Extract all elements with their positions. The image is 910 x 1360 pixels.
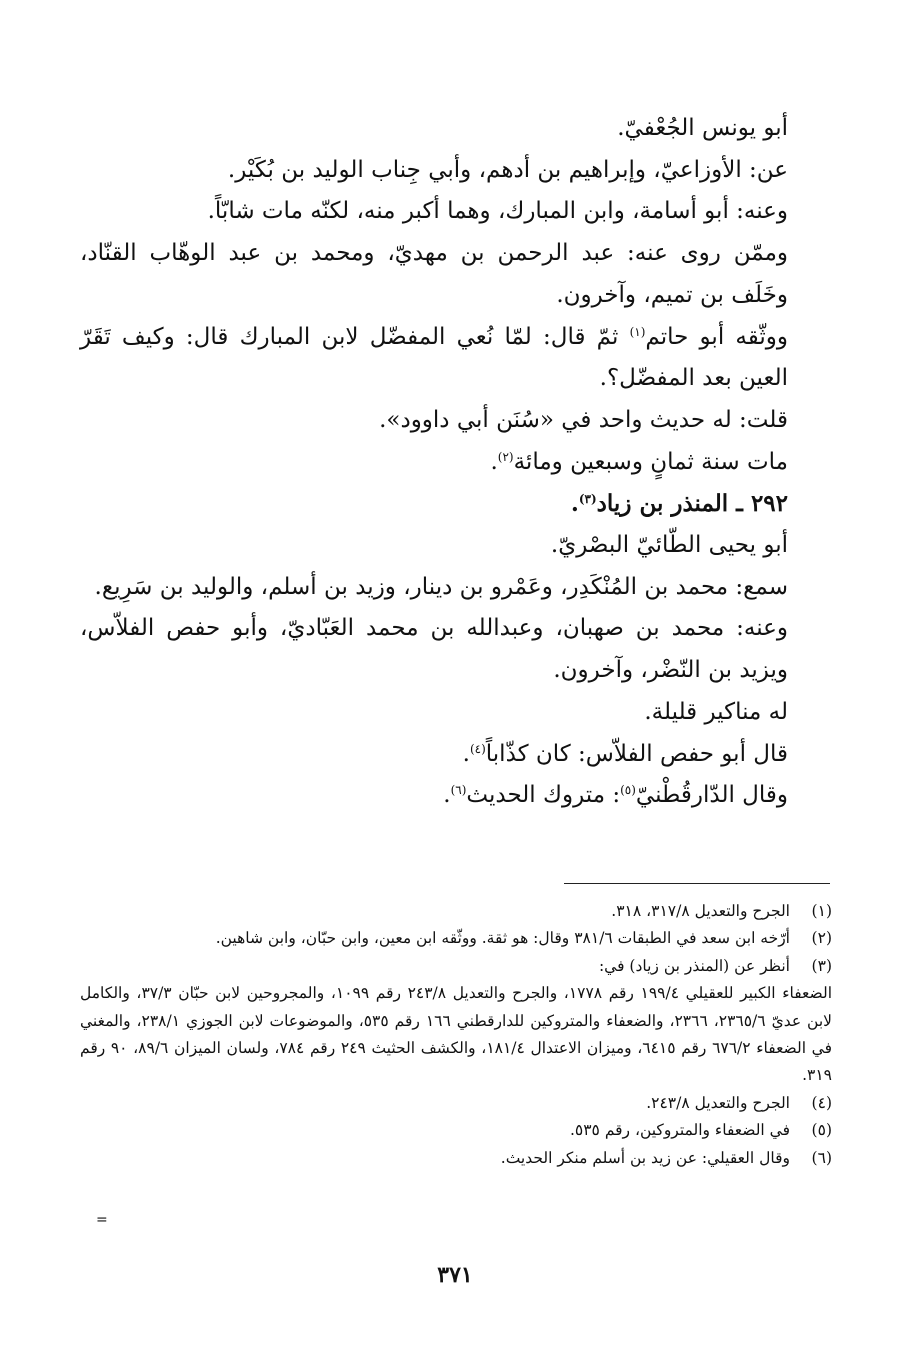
continuation-mark: = <box>96 1212 108 1228</box>
text-segment: قال أبو حفص الفلاّس: كان كذّاباً <box>485 740 788 767</box>
footnote-continuation <box>80 980 832 1090</box>
heading-text: ٢٩٢ ـ المنذر بن زياد <box>596 490 788 518</box>
footnote-ref[interactable]: (١) <box>629 324 646 339</box>
footnote-ref[interactable]: (٣) <box>578 492 597 507</box>
footnote <box>80 1145 832 1172</box>
entry-heading <box>80 483 832 525</box>
text-line <box>80 734 832 776</box>
text-line: أبو يونس الجُعْفيّ. <box>617 115 788 141</box>
heading-text: . <box>570 490 579 518</box>
footnote-number: (٦) <box>811 1148 832 1167</box>
text-line: وعنه: أبو أسامة، وابن المبارك، وهما أكبر منه، لكنّه مات شابّاً. <box>207 198 788 225</box>
footnote-text: الضعفاء الكبير للعقيلي ١٩٩/٤ رقم ١٧٧٨، والجرح والتعديل ٢٤٣/٨ رقم ١٠٩٩، والمجروحين لابن حبّان ٣٧/٣، والكامل لابن عديّ ٢٣٦٥/٦، ٢٣٦٦، والضعفاء والمتروكين للدارقطني ١٦٦ رقم ٥٣٥، والموضوعات لابن الجوزي ٢٣٨/١، والمغني في الضعفاء ٦٧٦/٢ رقم ٦٤١٥، وميزان الاعتدال ١٨١/٤، والكشف الحثيث ٢٤٩ رقم ٧٨٤، ولسان الميزان ٨٩/٦، ٩٠ رقم ٣١٩. <box>80 984 833 1085</box>
footnote <box>80 1090 832 1117</box>
footnote-divider <box>564 883 830 884</box>
text-line: عن: الأوزاعيّ، وإبراهيم بن أدهم، وأبي جِناب الوليد بن بُكَيْر. <box>227 156 788 183</box>
footnote-text: الجرح والتعديل ٢٤٣/٨. <box>646 1093 790 1112</box>
footnote-text: أرّخه ابن سعد في الطبقات ٣٨١/٦ وقال: هو ثقة. ووثّقه ابن معين، وابن حبّان، وابن شاهين. <box>215 929 790 948</box>
text-line <box>80 775 832 817</box>
text-line: سمع: محمد بن المُنْكَدِر، وعَمْرو بن دينار، وزيد بن أسلم، والوليد بن سَرِيع. <box>94 573 788 600</box>
text-line <box>80 317 832 400</box>
text-segment: : متروك الحديث <box>466 782 621 809</box>
page-number: ٣٧١ <box>437 1262 473 1288</box>
footnote-text: أنظر عن (المنذر بن زياد) في: <box>598 956 790 975</box>
text-segment: وقال الدّارقُطْنيّ <box>635 782 788 809</box>
footnote-ref[interactable]: (٢) <box>497 449 514 464</box>
text-line: له مناكير قليلة. <box>644 698 788 725</box>
footnote-text: في الضعفاء والمتروكين، رقم ٥٣٥. <box>569 1121 790 1140</box>
footnote <box>80 1117 832 1144</box>
main-text <box>80 108 832 817</box>
text-segment: . <box>490 448 498 475</box>
text-segment: . <box>443 782 451 809</box>
text-line: وممّن روى عنه: عبد الرحمن بن مهديّ، ومحمد بن عبد الوهّاب القنّاد، وخَلَف بن تميم، وآخرون. <box>80 240 788 308</box>
footnote-ref[interactable]: (٥) <box>620 783 636 798</box>
footnote-number: (٢) <box>811 929 832 948</box>
text-segment: مات سنة ثمانٍ وسبعين ومائة <box>513 448 788 475</box>
text-segment: ثمّ قال: لمّا نُعي المفضّل لابن المبارك قال: وكيف تَقَرّ العين بعد المفضّل؟. <box>80 323 788 392</box>
footnote <box>80 898 832 925</box>
footnote-text: وقال العقيلي: عن زيد بن أسلم منكر الحديث. <box>500 1148 790 1167</box>
footnote-ref[interactable]: (٤) <box>469 741 486 756</box>
text-line: قلت: له حديث واحد في «سُنَن أبي داوود». <box>379 406 788 433</box>
footnote-text: الجرح والتعديل ٣١٧/٨، ٣١٨. <box>611 902 790 920</box>
footnote <box>80 925 832 952</box>
footnote-number: (١) <box>811 902 832 920</box>
footnote-number: (٣) <box>811 956 832 975</box>
text-line <box>80 442 832 484</box>
text-line: أبو يحيى الطّائيّ البصْريّ. <box>550 532 788 559</box>
footnote-ref[interactable]: (٦) <box>450 783 467 798</box>
footnote <box>80 953 832 980</box>
footnotes <box>80 898 832 1172</box>
footnote-number: (٤) <box>811 1093 832 1112</box>
text-line: وعنه: محمد بن صهبان، وعبدالله بن محمد العَبّاديّ، وأبو حفص الفلاّس، ويزيد بن النّضْر، وآخرون. <box>80 615 788 684</box>
text-segment: . <box>462 740 470 767</box>
footnote-number: (٥) <box>811 1121 832 1140</box>
text-segment: ووثّقه أبو حاتم <box>645 323 788 350</box>
